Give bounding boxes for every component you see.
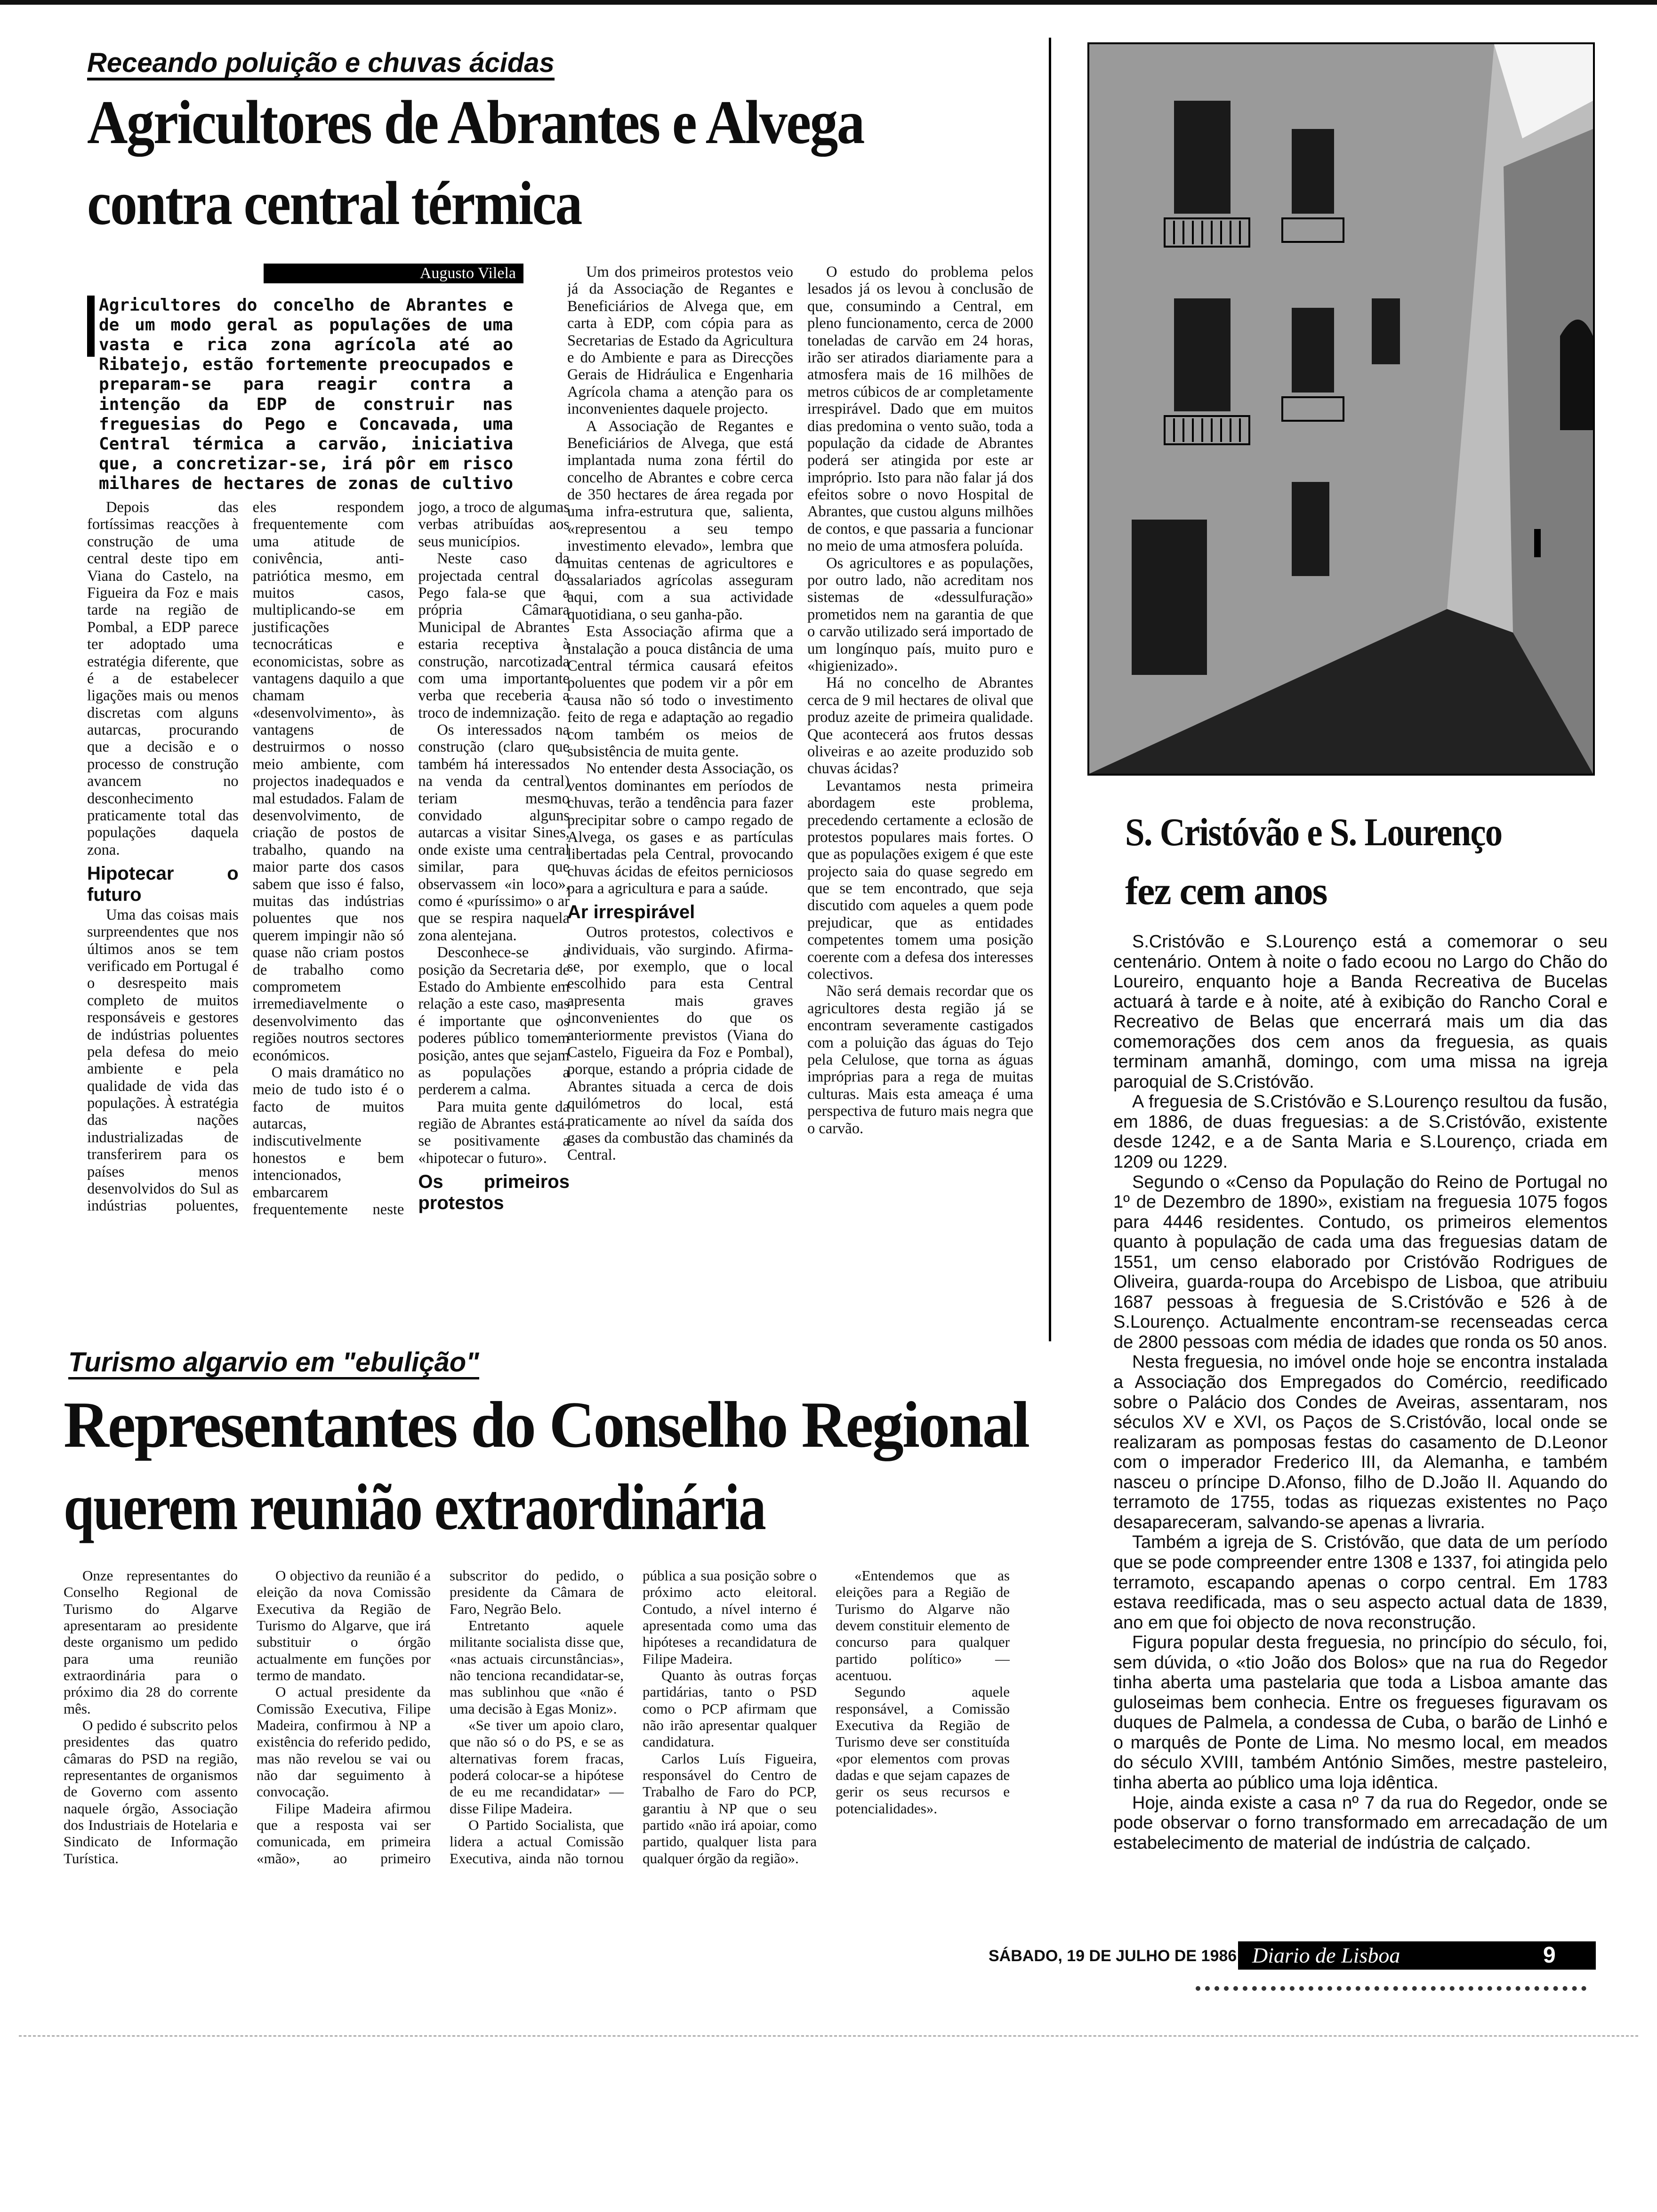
- article2-paragraph: O pedido é subscrito pelos presidentes das quatro câmaras do PSD na região, representantes de organismos de Governo com assento naquele órgão, Associação dos Industriais de Hotelaria e Sindicato de Informação Turística.: [64, 1716, 238, 1867]
- article1-paragraph: Neste caso da projectada central do Pego fala-se que a própria Câmara Municipal de Abrantes estaria receptiva à construção, narcotizada com uma importante verba que receberia a troco de indemnização.: [418, 550, 570, 721]
- footer-date: SÁBADO, 19 DE JULHO DE 1986: [989, 1947, 1237, 1965]
- column-divider: [1049, 38, 1051, 1341]
- article3-headline-line1: S. Cristóvão e S. Lourenço: [1125, 810, 1502, 854]
- article2-headline-line2: querem reunião extraordinária: [64, 1471, 765, 1544]
- article2-kicker: Turismo algarvio em "ebulição": [68, 1348, 479, 1379]
- article1-paragraph: Desconhece-se a posição da Secretaria de Estado do Ambiente em relação a este caso, mas é importante que os poderes público tomem posição, antes que sejam as populações a perderem a calma.: [418, 944, 570, 1098]
- article1-lead: Agricultores do concelho de Abrantes e de um modo geral as populações de uma vasta e rica zona agrícola até ao Ribatejo, estão fortemente preocupados e preparam-se para reagir contra a intenção da EDP de construir nas freguesias do Pego e Concavada, uma Central térmica a carvão, iniciativa que, a concretizar-se, irá pôr em risco milhares de hectares de zonas de cultivo: [99, 296, 513, 493]
- article1-paragraph: Há no concelho de Abrantes cerca de 9 mil hectares de olival que produz azeite de primeira qualidade. Que acontecerá aos frutos dessas oliveiras e ao azeite produzido sob chuvas ácidas?: [807, 674, 1033, 777]
- article2-headline-line1: Representantes do Conselho Regional: [64, 1388, 1029, 1461]
- article1-body-left: [87, 499, 570, 1294]
- article2-paragraph: Filipe Madeira afirmou que a resposta vai ser comunicada, em primeira «mão», ao primeiro subscritor do pedido, o presidente da Câmara de Faro, Negrão Belo.: [257, 1567, 624, 1867]
- article1-paragraph: Os agricultores e as populações, por outro lado, não acreditam nos sistemas de «dessulfuração» prometidos nem na garantia de que o carvão utilizado será importado de um longínquo país, muito puro e «higienizado».: [807, 554, 1033, 674]
- article1-paragraph: No entender desta Associação, os ventos dominantes em períodos de chuvas, terão a tendência para fazer precipitar sobre o campo regado de Alvega, os gases e as partículas libertadas pela Central, provocando chuvas ácidas de efeitos perniciosos para a agricultura e para a saúde.: [567, 760, 793, 898]
- article1-body-right: [567, 264, 1033, 1294]
- article1-headline-line1: Agricultores de Abrantes e Alvega: [87, 88, 864, 157]
- article1-paragraph: A Associação de Regantes e Beneficiários de Alvega, que está implantada numa zona fértil do concelho de Abrantes e cobre cerca de 350 hectares de área regada por uma infra-estrutura que, salienta, «representou a seu tempo investimento elevado», lembra que muitas centenas de agricultores e assalariados agrícolas asseguram aqui, com a sua actividade quotidiana, o seu ganha-pão.: [567, 417, 793, 623]
- article2-paragraph: O objectivo da reunião é a eleição da nova Comissão Executiva da Região de Turismo do Algarve, que irá substituir o órgão actualmente em funções por termo de mandato.: [257, 1567, 431, 1683]
- article2-paragraph: O actual presidente da Comissão Executiva, Filipe Madeira, confirmou à NP a existência do referido pedido, mas não revelou se vai ou não dar seguimento à convocação.: [257, 1683, 431, 1800]
- scan-top-edge: [0, 0, 1657, 5]
- article3-paragraph: A freguesia de S.Cristóvão e S.Lourenço resultou da fusão, em 1886, de duas freguesias: a de S.Cristóvão, existente desde 1242, e a de Santa Maria e S.Lourenço, criada em 1209 ou 1229.: [1113, 1092, 1608, 1172]
- article1-headline-line2: contra central térmica: [87, 168, 581, 238]
- article1-paragraph: Esta Associação afirma que a instalação a pouca distância de uma Central térmica causará efeitos poluentes que podem vir a pôr em causa não só todo o investimento feito de rega e adaptação ao regadio com também os meios de subsistência de muita gente.: [567, 623, 793, 760]
- article1-subhead-ar: Ar irrespirável: [567, 902, 695, 923]
- article1-paragraph: Um dos primeiros protestos veio já da Associação de Regantes e Beneficiários de Alvega que, em carta à EDP, com cópia para as Secretarias de Estado da Agricultura e do Ambiente e para as Direcções Gerais de Hidráulica e Engenharia Agrícola chama a atenção para os inconvenientes daquele projecto.: [567, 264, 793, 418]
- lead-drop-bar: [87, 296, 95, 357]
- article2-paragraph: «Entendemos que as eleições para a Região de Turismo do Algarve não devem constituir elemento de concurso para qualquer partido político» — acentuou.: [836, 1567, 1010, 1683]
- article3-paragraph: Nesta freguesia, no imóvel onde hoje se encontra instalada a Associação dos Empregados do Comércio, reedificado sobre o Palácio dos Condes de Aveiras, assentaram, nos séculos XV e XVI, os Paços de S.Cristóvão, local onde se realizaram as pomposas festas do casamento de D.Leonor com o imperador Frederico III, da Alemanha, e também nasceu o príncipe D.Afonso, filho de D.João II. Aquando do terramoto de 1755, todas as riquezas existentes no Paço desapareceram, salvando-se apenas a livraria.: [1113, 1352, 1608, 1532]
- article3-paragraph: Figura popular desta freguesia, no princípio do século, foi, sem dúvida, o «tio João dos Bolos» que na rua do Regedor tinha aberta uma pastelaria que toda a Lisboa amante das guloseimas bem conhecia. Entre os fregueses figuravam os duques de Palmela, a condessa de Cuba, o barão de Linhó e o marquês de Ponte de Lima. No mesmo local, em meados do século XVIII, também António Simões, mestre pasteleiro, tinha aberta ao público uma loja idêntica.: [1113, 1633, 1608, 1793]
- article1-paragraph: Depois das fortíssimas reacções à construção de uma central deste tipo em Viana do Castelo, na Figueira da Foz e mais tarde na região de Pombal, a EDP parece ter adoptado uma estratégia diferente, que é a de estabelecer ligações mais ou menos discretas com alguns autarcas, procurando que a decisão e o processo de construção avancem no desconhecimento praticamente total das populações daquela zona.: [87, 499, 239, 858]
- footer-masthead: Diario de Lisboa: [1252, 1943, 1400, 1967]
- article2-paragraph: «Se tiver um apoio claro, que não só o do PS, e se as alternativas forem fracas, poderá colocar-se a hipótese de eu me recandidatar» — disse Filipe Madeira.: [450, 1716, 624, 1817]
- article1-kicker: Receando poluição e chuvas ácidas: [87, 49, 555, 80]
- street-photo-image: [1089, 44, 1593, 774]
- footer-page-number: 9: [1543, 1943, 1556, 1968]
- article1-subhead-protestos: Os primeiros protestos: [418, 1171, 570, 1214]
- footer-dotted-rule: [1196, 1986, 1586, 1991]
- street-photo: [1087, 42, 1595, 776]
- article1-byline: Augusto Vilela: [264, 264, 523, 283]
- article3-paragraph: S.Cristóvão e S.Lourenço está a comemorar o seu centenário. Ontem à noite o fado ecoou no Largo do Chão do Loureiro, enquanto hoje a Banda Recreativa de Bucelas actuará à tarde e à noite, até à exibição do Rancho Coral e Recreativo de Belas que encerrará mais um dia das comemorações dos cem anos da freguesia, as quais terminam amanhã, domingo, com uma missa na igreja paroquial de S.Cristóvão.: [1113, 932, 1608, 1092]
- article2-body: [64, 1567, 1010, 2028]
- article1-paragraph: Outros protestos, colectivos e individuais, vão surgindo. Afirma-se, por exemplo, que o local escolhido para esta Central apresenta mais graves inconvenientes do que os anteriormente previstos (Viana do Castelo, Figueira da Foz e Pombal), porque, estando a própria cidade de Abrantes situada a cerca de dois quilómetros do local, está praticamente ao nível da saída dos gases da combustão das chaminés da Central.: [567, 924, 793, 1164]
- article2-paragraph: Carlos Luís Figueira, responsável do Centro de Trabalho de Faro do PCP, garantiu à NP que o seu partido «não irá apoiar, como partido, qualquer lista para qualquer órgão da região».: [643, 1750, 817, 1867]
- article1-paragraph: Não será demais recordar que os agricultores desta região já se encontram severamente castigados com a poluição das águas do Tejo pela Celulose, que torna as águas impróprias para a rega de muitas culturas. Mais esta ameaça é uma perspectiva de futuro mais negra que o carvão.: [807, 983, 1033, 1137]
- article1-paragraph: Os interessados na construção (claro que também há interessados na venda da central) teriam mesmo convidado alguns autarcas a visitar Sines, onde existe uma central similar, para que observassem «in loco», como é «puríssimo» o ar que se respira naquela zona alentejana.: [418, 721, 570, 944]
- article1-paragraph: Uma das coisas mais surpreendentes que nos últimos anos se tem verificado em Portugal é o desrespeito mais completo de muitos responsáveis e gestores de indústrias poluentes pela defesa do meio ambiente e pela qualidade de vida das populações. À estratégia das nações industrializadas de transferirem para os países menos desenvolvidos do Sul as indústrias poluentes, eles respondem frequentemente com uma atitude de conivência, anti-patriótica mesmo, em muitos casos, multiplicando-se em justificações tecnocráticas e economicistas, sobre as vantagens daquilo a que chamam «desenvolvimento», às vantagens de destruirmos o nosso meio ambiente, com projectos inadequados e mal estudados. Falam de desenvolvimento, de criação de postos de trabalho, quando na maior parte dos casos sabem que isso é falso, muitas das indústrias poluentes que nos querem impingir não só quase não criam postos de trabalho como comprometem irremediavelmente o desenvolvimento das regiões noutros sectores económicos.: [87, 499, 404, 1215]
- article1-paragraph: O estudo do problema pelos lesados já os levou à conclusão de que, consumindo a Central, em pleno funcionamento, cerca de 2000 toneladas de carvão em 24 horas, irão ser atirados diariamente para a atmosfera mais de 16 milhões de metros cúbicos de ar completamente irrespirável. Dado que em muitos dias predomina o vento suão, toda a população da cidade de Abrantes poderá ser atingida por este ar impróprio. Isto para não falar já dos efeitos sobre o novo Hospital de Abrantes, que custou alguns milhões de contos, e que passaria a funcionar no meio de uma atmosfera poluída.: [807, 264, 1033, 555]
- article3-headline-line2: fez cem anos: [1125, 869, 1327, 913]
- article2-paragraph: Entretanto aquele militante socialista disse que, «nas actuais circunstâncias», não tenciona recandidatar-se, mas sublinhou que «não é uma decisão à Egas Moniz».: [450, 1617, 624, 1717]
- article2-paragraph: Segundo aquele responsável, a Comissão Executiva da Região de Turismo deve ser constituída «por elementos com provas dadas e que sejam capazes de gerir os seus recursos e potencialidades».: [836, 1683, 1010, 1817]
- article2-paragraph: Quanto às outras forças partidárias, tanto o PSD como o PCP afirmam que não irão apresentar qualquer candidatura.: [643, 1667, 817, 1750]
- article1-subhead-hipotecar: Hipotecar o futuro: [87, 863, 239, 905]
- article2-paragraph: Onze representantes do Conselho Regional de Turismo do Algarve apresentaram ao presidente deste organismo um pedido para uma reunião extraordinária para o próximo dia 28 do corrente mês.: [64, 1567, 238, 1717]
- article3-paragraph: Segundo o «Censo da População do Reino de Portugal no 1º de Dezembro de 1890», existiam na freguesia 1075 fogos para 4446 residentes. Contudo, os primeiros elementos quanto à população de cada uma das freguesias datam de 1551, um censo elaborado por Cristóvão Rodrigues de Oliveira, guarda-roupa do Arcebispo de Lisboa, que atribuiu 1687 pessoas à freguesia de S.Cristóvão e 526 à de S.Lourenço. Actualmente encontram-se recenseadas cerca de 2800 pessoas com média de idades que ronda os 50 anos.: [1113, 1172, 1608, 1352]
- article1-paragraph: Levantamos nesta primeira abordagem este problema, precedendo certamente a eclosão de protestos populares mais fortes. O que as populações exigem é que este projecto saia do quase segredo em que se tem encontrado, que seja discutido com aqueles a quem pode prejudicar, que as entidades competentes tomem uma posição coerente com a defesa dos interesses colectivos.: [807, 777, 1033, 983]
- article3-paragraph: Hoje, ainda existe a casa nº 7 da rua do Regedor, onde se pode observar o forno transformado em arrecadação de um estabelecimento de material de indústria de calçado.: [1113, 1793, 1608, 1853]
- article1-paragraph: O mais dramático no meio de tudo isto é o facto de muitos autarcas, indiscutivelmente honestos e bem intencionados, embarcarem frequentemente neste jogo, a troco de algumas verbas atribuídas aos seus municípios.: [252, 499, 570, 1218]
- article1-paragraph: Para muita gente da região de Abrantes está-se positivamente a «hipotecar o futuro».: [418, 1098, 570, 1167]
- article3-paragraph: Também a igreja de S. Cristóvão, que data de um período que se pode compreender entre 1308 e 1337, foi atingida pelo terramoto, escapando apenas o corpo central. Em 1783 estava reedificada, mas o seu aspecto actual data de 1839, ano em que foi objecto de nova reconstrução.: [1113, 1532, 1608, 1633]
- article2-paragraph: O Partido Socialista, que lidera a actual Comissão Executiva, ainda não tornou pública a sua posição sobre o próximo acto eleitoral. Contudo, a nível interno é apresentada como uma das hipóteses a recandidatura de Filipe Madeira.: [450, 1567, 817, 1867]
- article3-body: [1113, 932, 1608, 1925]
